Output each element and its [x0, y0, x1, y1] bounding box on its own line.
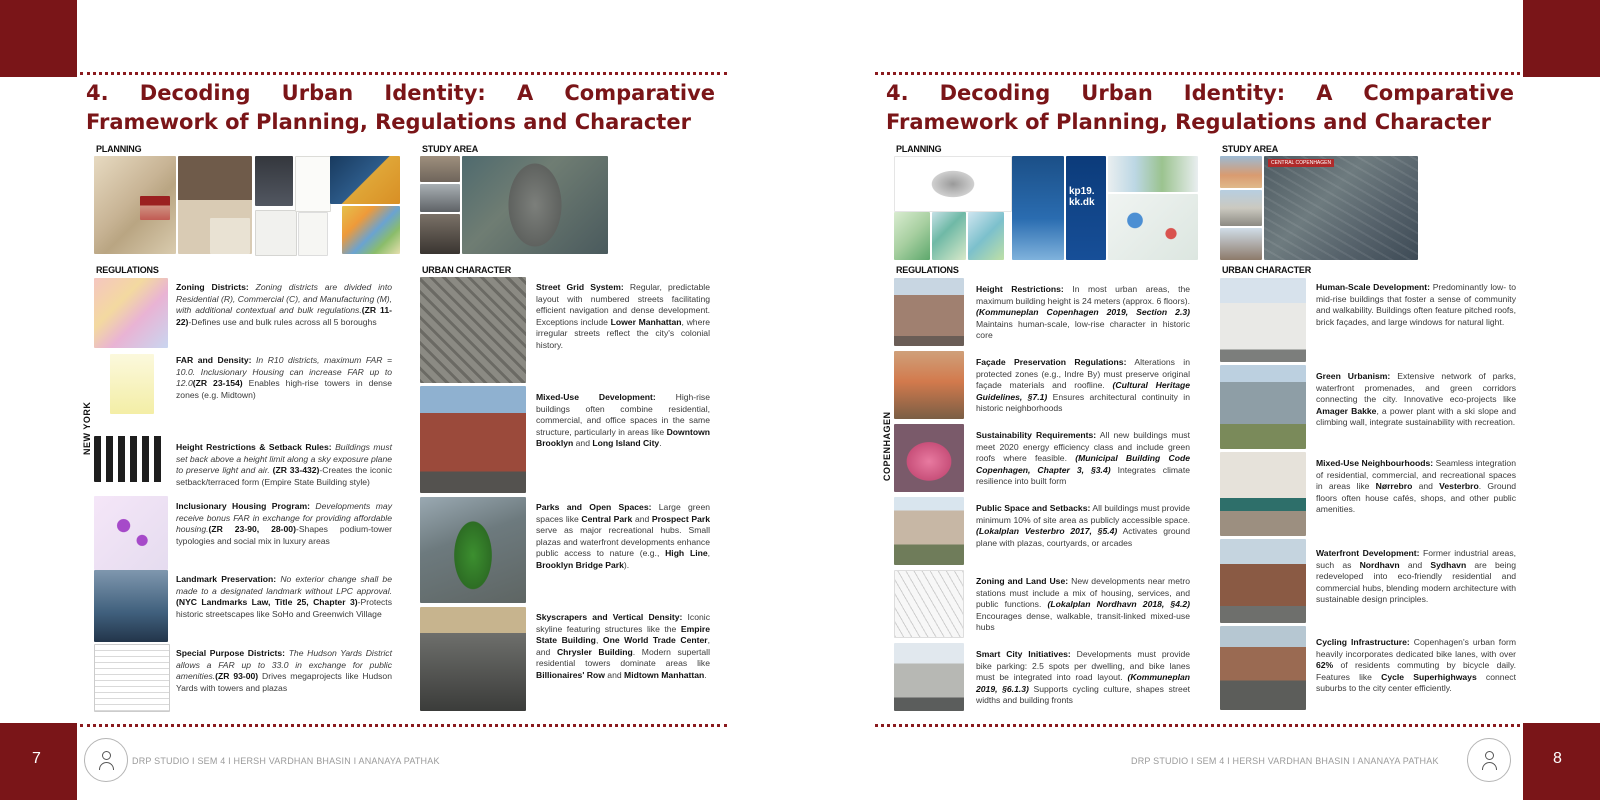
label-planning-left: PLANNING	[96, 144, 142, 154]
landmark-building-image	[94, 570, 168, 642]
label-urban-character-right: URBAN CHARACTER	[1222, 265, 1311, 275]
study-area-image	[420, 156, 460, 182]
mixed-use-image	[420, 386, 526, 493]
top-divider-right	[875, 72, 1520, 75]
bottom-divider-right	[875, 724, 1520, 727]
zoning-land-use-image	[894, 570, 964, 638]
character-street-grid: Street Grid System: Regular, predictable layout with numbered streets facilitating efficient navigation and dense development. Exceptions include Lower Manhattan, where irregular streets reflect the city's colonial history.	[536, 282, 710, 350]
planning-document-kp19: kp19. kk.dk	[1066, 156, 1106, 260]
planning-image	[342, 206, 400, 254]
character-human-scale: Human-Scale Development: Predominantly low- to mid-rise buildings that foster a sense of community and walkability. Buildings often feature pitched roofs, brick façades, and large windows for natural light.	[1316, 282, 1516, 327]
waterfront-image	[1220, 539, 1306, 623]
study-area-image	[1220, 190, 1262, 226]
regulation-facade-preservation: Façade Preservation Regulations: Alterations in protected zones (e.g., Indre By) must preserve original façade materials and roofline. (Cultural Heritage Guidelines, §7.1) Ensures architectural continuity in historic neighborhoods	[976, 357, 1190, 414]
planning-image	[140, 196, 170, 220]
city-label-new-york: NEW YORK	[82, 401, 92, 455]
label-study-area-left: STUDY AREA	[422, 144, 479, 154]
planning-image	[295, 156, 331, 212]
human-scale-image	[1220, 278, 1306, 362]
label-regulations-right: REGULATIONS	[896, 265, 959, 275]
mixed-use-neighbourhood-image	[1220, 452, 1306, 536]
regulation-smart-city: Smart City Initiatives: Developments must provide bike parking: 2.5 spots per dwelling, and bike lanes must be integrated into road layout. (Kommuneplan 2019, §6.1.3) Supports cycling culture, shapes street widths and building fronts	[976, 649, 1191, 706]
regulation-public-space: Public Space and Setbacks: All buildings must provide minimum 10% of site area as publicly accessible space. (Lokalplan Vesterbro 2017, §5.4) Activates ground plane with plazas, courtyards, or arcades	[976, 503, 1190, 548]
planning-image	[932, 212, 966, 260]
cycling-infrastructure-image	[1220, 626, 1306, 710]
planning-image	[255, 156, 293, 206]
character-skyscrapers: Skyscrapers and Vertical Density: Iconic skyline featuring structures like the Empire State Building, One World Trade Center, and Chrysler Building. Modern supertall residential towers dominate areas like Billionaires' Row and Midtown Manhattan.	[536, 612, 711, 680]
study-area-image	[1220, 228, 1262, 260]
smart-city-image	[894, 643, 964, 711]
study-area-image	[420, 214, 460, 254]
inclusionary-housing-map-image	[94, 496, 168, 570]
far-diagram-image	[110, 354, 154, 414]
page-number-left: 7	[32, 750, 41, 767]
character-mixed-use: Mixed-Use Development: High-rise buildings often combine residential, commercial, and office spaces in the same structure, particularly in areas like Downtown Brooklyn and Long Island City.	[536, 392, 711, 449]
regulation-landmark-preservation: Landmark Preservation: No exterior change shall be made to a designated landmark without LPC approval.(NYC Landmarks Law, Title 25, Chapter 3)-Protects historic streetscapes like SoHo and Greenwich Village	[176, 574, 392, 619]
special-district-table-image	[94, 644, 170, 712]
character-waterfront-development: Waterfront Development: Former industrial areas, such as Nordhavn and Sydhavn are being redeveloped into eco-friendly residential and commercial hubs, blending modern architecture with sustainable design principles.	[1316, 548, 1516, 605]
planning-image	[968, 212, 1004, 260]
regulation-height-restrictions: Height Restrictions: In most urban areas, the maximum building height is 24 meters (approx. 6 floors).(Kommuneplan Copenhagen 2019, Section 2.3) Maintains human-scale, low-rise character in historic core	[976, 284, 1191, 341]
regulation-inclusionary-housing: Inclusionary Housing Program: Developments may receive bonus FAR in exchange for providing affordable housing.(ZR 23-90, 28-00)-Shapes podium-tower typologies and social mix in luxury areas	[176, 501, 392, 546]
regulation-height-setback: Height Restrictions & Setback Rules: Buildings must set back above a height limit along a sky exposure plane to preserve light and air. (ZR 33-432)-Creates the iconic setback/terraced form (Empire State Building style)	[176, 442, 393, 487]
facade-preservation-image	[894, 351, 964, 419]
regulation-far-density: FAR and Density: In R10 districts, maximum FAR = 10.0. Inclusionary Housing can increase FAR up to 12.0(ZR 23-154) Enables high-rise towers in dense zones (e.g. Midtown)	[176, 355, 392, 400]
skyscrapers-image	[420, 607, 526, 711]
regulation-zoning-land-use: Zoning and Land Use: New developments near metro stations must include a mix of housing, services, and public functions. (Lokalplan Nordhavn 2018, §4.2) Encourages dense, walkable, transit-linked mixed-use hubs	[976, 576, 1191, 633]
page-title-left: 4. Decoding Urban Identity: A Comparative Framework of Planning, Regulations and Character	[86, 81, 716, 134]
character-parks-open-spaces: Parks and Open Spaces: Large green spaces like Central Park and Prospect Park serve as major recreational hubs. Small plazas and waterfront developments enhance public access to nature (e.g., High Line, Brooklyn Bridge Park).	[536, 502, 711, 570]
planning-image	[210, 218, 250, 254]
planning-image	[330, 156, 400, 204]
street-grid-image	[420, 277, 526, 383]
label-regulations-left: REGULATIONS	[96, 265, 159, 275]
character-cycling-infrastructure: Cycling Infrastructure: Copenhagen's urban form heavily incorporates dedicated bike lanes, with over 62% of residents commuting by bicycle daily. Features like Cycle Superhighways connect suburbs to the city center efficiently.	[1316, 637, 1516, 694]
sustainability-image	[894, 424, 964, 492]
study-area-image	[420, 184, 460, 212]
planning-image	[255, 210, 297, 256]
page-title-right: 4. Decoding Urban Identity: A Comparative Framework of Planning, Regulations and Character	[886, 81, 1515, 134]
public-space-image	[894, 497, 964, 565]
setback-diagram-image	[94, 436, 164, 482]
label-study-area-right: STUDY AREA	[1222, 144, 1279, 154]
central-park-image	[420, 497, 526, 603]
height-restrictions-image	[894, 278, 964, 346]
author-avatar-right	[1467, 738, 1511, 782]
user-icon	[102, 751, 111, 760]
author-avatar-left	[84, 738, 128, 782]
study-area-satellite-map	[462, 156, 608, 254]
regulation-zoning-districts: Zoning Districts: Zoning districts are divided into Residential (R), Commercial (C), and Manufacturing (M), with additional contextual and bulk regulations.(ZR 11-22)-Defines use and bulk rules across all 5 boroughs	[176, 282, 392, 327]
planning-image	[894, 212, 930, 260]
footer-credit-right: DRP STUDIO I SEM 4 I HERSH VARDHAN BHASIN I ANANAYA PATHAK	[1131, 756, 1439, 766]
character-mixed-use-neighbourhoods: Mixed-Use Neighbourhoods: Seamless integration of residential, commercial, and recreational spaces in areas like Nørrebro and Vesterbro. Ground floors often house cafés, shops, and other public amenities.	[1316, 458, 1517, 515]
study-area-satellite-map: CENTRAL COPENHAGEN	[1264, 156, 1418, 260]
character-green-urbanism: Green Urbanism: Extensive network of parks, waterfront promenades, and green corridors connecting the city. Innovative eco-projects like Amager Bakke, a power plant with a ski slope and climbing wall, integrate sustainability with recreation.	[1316, 371, 1516, 428]
user-icon	[1485, 751, 1494, 760]
planning-image	[894, 156, 1012, 212]
footer-credit-left: DRP STUDIO I SEM 4 I HERSH VARDHAN BHASIN I ANANAYA PATHAK	[132, 756, 440, 766]
bottom-divider-left	[80, 724, 727, 727]
corner-block-top-left	[0, 0, 77, 77]
planning-image	[298, 212, 328, 256]
planning-image	[1108, 194, 1198, 260]
regulation-sustainability: Sustainability Requirements: All new buildings must meet 2020 energy efficiency class and include green roofs where feasible. (Municipal Building Code Copenhagen, Chapter 3, §3.4) Integrates climate resilience into built form	[976, 430, 1191, 487]
green-urbanism-image	[1220, 365, 1306, 449]
corner-block-top-right	[1523, 0, 1600, 77]
planning-image	[1108, 156, 1198, 192]
city-label-copenhagen: COPENHAGEN	[882, 411, 892, 481]
top-divider-left	[80, 72, 727, 75]
label-planning-right: PLANNING	[896, 144, 942, 154]
zoning-map-image	[94, 278, 168, 348]
page-number-right: 8	[1553, 750, 1562, 767]
study-area-image	[1220, 156, 1262, 188]
label-urban-character-left: URBAN CHARACTER	[422, 265, 511, 275]
planning-image	[1012, 156, 1064, 260]
regulation-special-purpose-districts: Special Purpose Districts: The Hudson Yards District allows a FAR up to 33.0 in exchange for public amenities.(ZR 93-00) Drives megaprojects like Hudson Yards with towers and plazas	[176, 648, 392, 693]
